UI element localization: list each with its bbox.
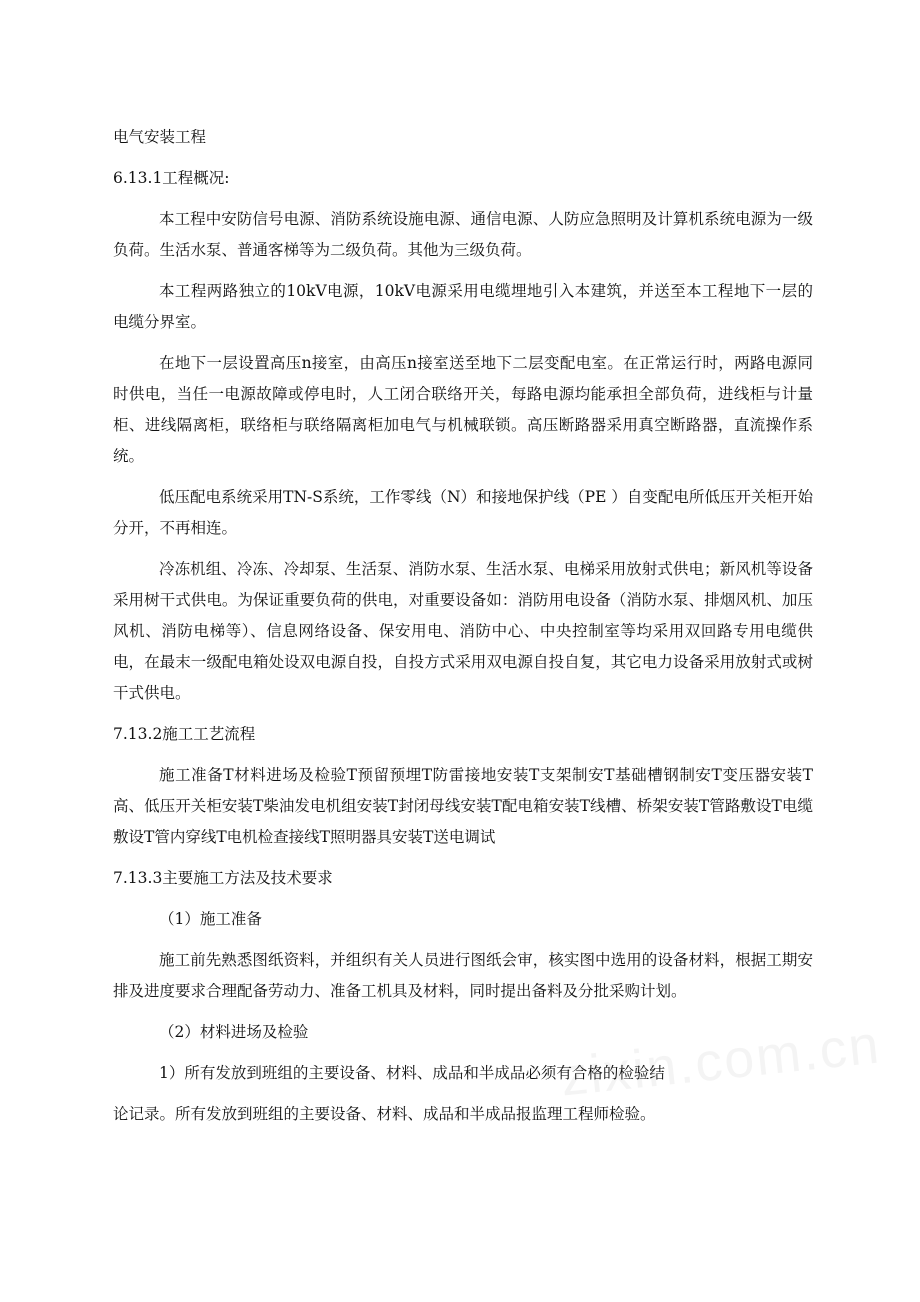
subheading-material-inspection: （2）材料进场及检验 [159, 1023, 309, 1041]
paragraph-process-flow: 施工准备T材料进场及检验T预留预埋T防雷接地安装T支架制安T基础槽钢制安T变压器安装T高、低压开关柜安装T柴油发电机组安装T封闭母线安装T配电箱安装T线槽、桥架安装T管路敷设T电缆敷设T管内穿线T电机检查接线T照明器具安装T送电调试 [113, 766, 813, 846]
paragraph-preparation: 施工前先熟悉图纸资料，并组织有关人员进行图纸会审，核实图中选用的设备材料，根据工期安排及进度要求合理配备劳动力、准备工机具及材料，同时提出备料及分批采购计划。 [113, 951, 813, 1000]
subheading-preparation: （1）施工准备 [159, 910, 262, 928]
paragraph-load-levels: 本工程中安防信号电源、消防系统设施电源、通信电源、人防应急照明及计算机系统电源为一级负荷。生活水泵、普通客梯等为二级负荷。其他为三级负荷。 [113, 210, 813, 259]
document-body [113, 122, 813, 1130]
paragraph-low-voltage: 低压配电系统采用TN-S系统，工作零线（N）和接地保护线（PE ）自变配电所低压开关柜开始分开，不再相连。 [113, 488, 813, 537]
document-title: 电气安装工程 [113, 128, 207, 146]
section-heading-methods: 7.13.3主要施工方法及技术要求 [113, 869, 333, 887]
list-item-line-2: 论记录。所有发放到班组的主要设备、材料、成品和半成品报监理工程师检验。 [113, 1105, 656, 1123]
section-heading-overview: 6.13.1工程概况: [113, 169, 230, 187]
paragraph-high-voltage: 在地下一层设置高压n接室，由高压n接室送至地下二层变配电室。在正常运行时，两路电源同时供电，当任一电源故障或停电时，人工闭合联络开关，每路电源均能承担全部负荷，进线柜与计量柜、进线隔离柜，联络柜与联络隔离柜加电气与机械联锁。高压断路器采用真空断路器，直流操作系统。 [113, 354, 813, 465]
paragraph-power-supply-mode: 冷冻机组、冷冻、冷却泵、生活泵、消防水泵、生活水泵、电梯采用放射式供电；新风机等设备采用树干式供电。为保证重要负荷的供电，对重要设备如：消防用电设备（消防水泵、排烟风机、加压风机、消防电梯等）、信息网络设备、保安用电、消防中心、中央控制室等均采用双回路专用电缆供电，在最末一级配电箱处设双电源自投，自投方式采用双电源自投自复，其它电力设备采用放射式或树干式供电。 [113, 560, 813, 702]
paragraph-power-source: 本工程两路独立的10kV电源，10kV电源采用电缆埋地引入本建筑，并送至本工程地下一层的电缆分界室。 [113, 282, 813, 331]
list-item-line-1: 1）所有发放到班组的主要设备、材料、成品和半成品必须有合格的检验结 [159, 1064, 665, 1082]
section-heading-process: 7.13.2施工工艺流程 [113, 725, 256, 743]
